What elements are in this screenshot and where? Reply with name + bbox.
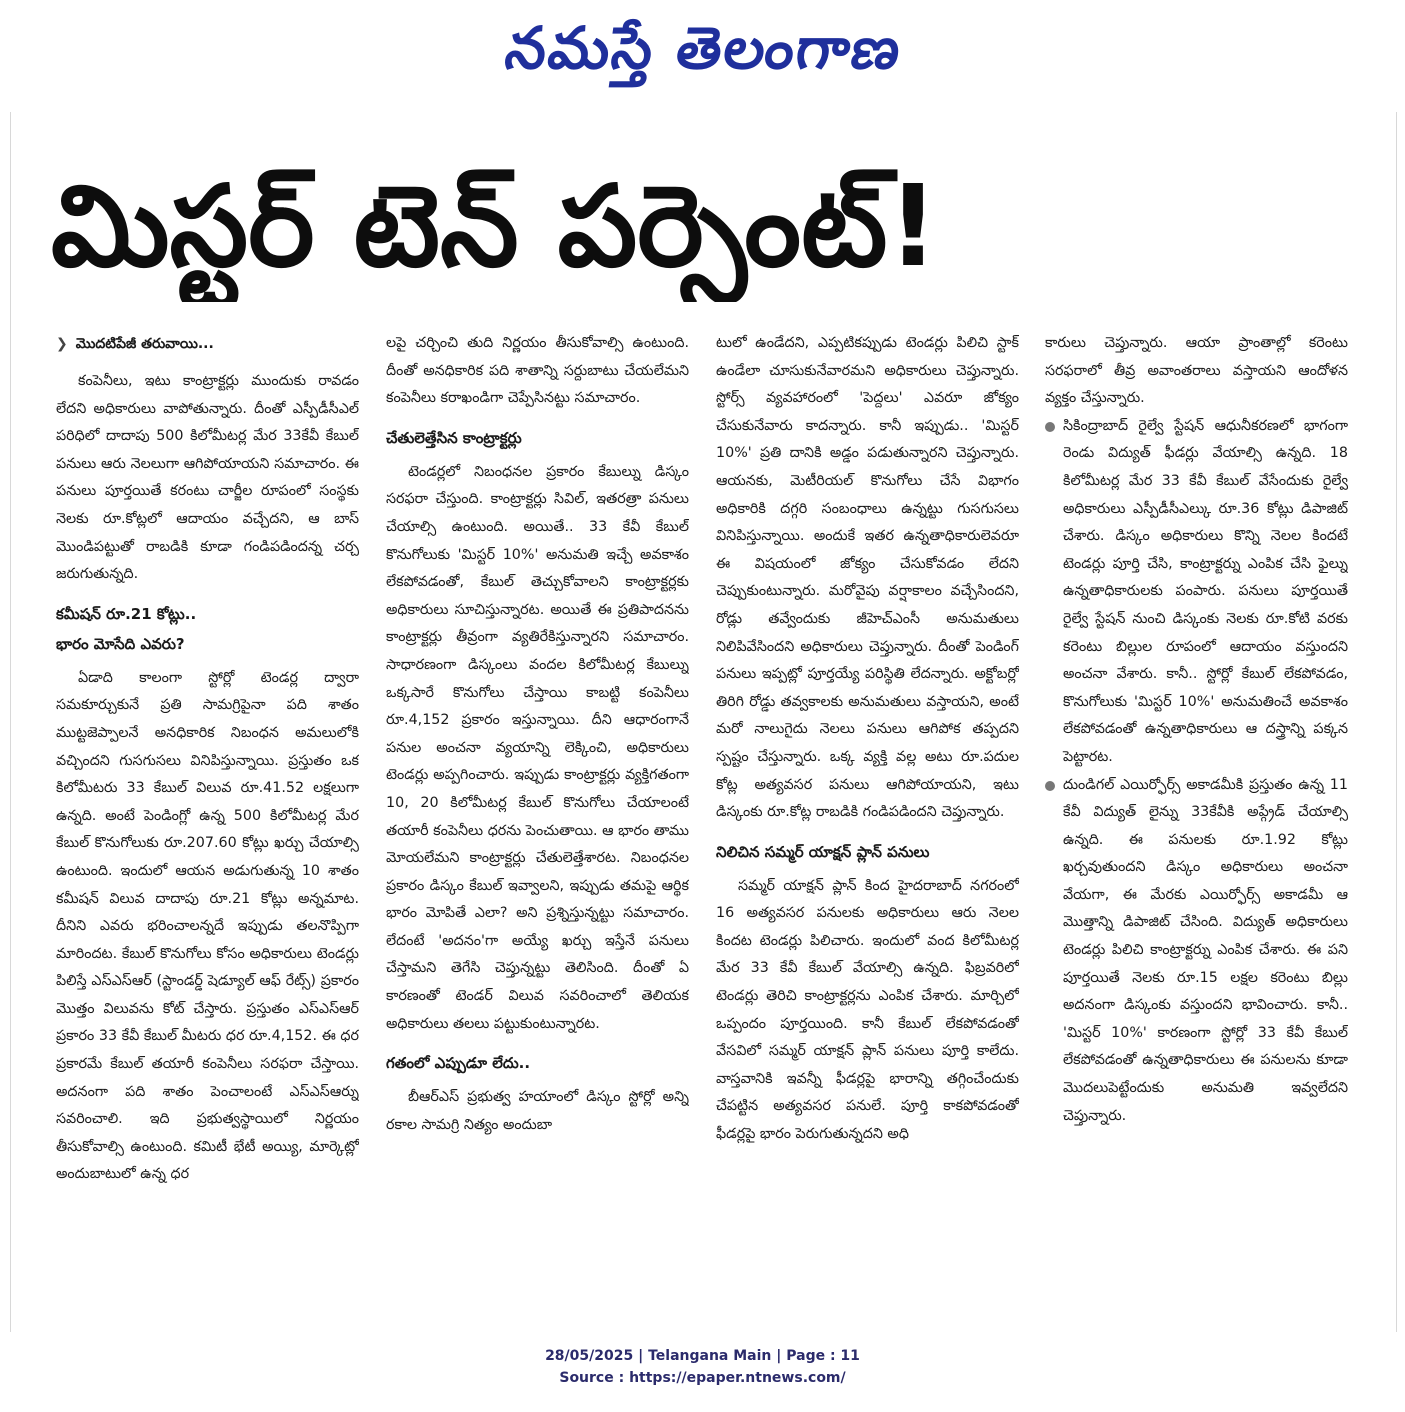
paragraph: కారులు చెప్తున్నారు. ఆయా ప్రాంతాల్లో కరెంటు సరఫరాలో తీవ్ర అవాంతరాలు వస్తాయని ఆందోళన వ్యక్తం చేస్తున్నారు.	[1045, 335, 1348, 407]
article-column-4	[1045, 330, 1348, 1330]
kicker-text: మొదటిపేజీ తరువాయి...	[75, 336, 214, 352]
paragraph: టులో ఉండేదని, ఎప్పటికప్పుడు టెండర్లు పిలిచి స్టాక్ ఉండేలా చూసుకునేవారమని అధికారులు చెప్తున్నారు. స్టోర్స్ వ్యవహారంలో 'పెద్దలు' ఎవరూ జోక్యం చేసుకునేవారు కాదన్నారు. కానీ ఇప్పుడు.. 'మిస్టర్ 10%' ప్రతి దానికి అడ్డం పడుతున్నారని చెప్తున్నారు. ఆయనకు, మెటీరియల్ కొనుగోలు చేసే విభాగం అధికారికి దగ్గరి సంబంధాలు ఉన్నట్టు గుసగుసలు వినిపిస్తున్నాయి. అందుకే ఇతర ఉన్నతాధికారులెవరూ ఈ విషయంలో జోక్యం చేసుకోవడం లేదని చెప్పుకుంటున్నారు. మరోవైపు వర్షాకాలం వచ్చేసిందని, రోడ్లు తవ్వేందుకు జీహెచ్ఎంసీ అనుమతులు నిలిపివేసిందని అధికారులు చెప్తున్నారు. దీంతో పెండింగ్ పనులు ఇప్పట్లో పూర్తయ్యే పరిస్థితి లేదన్నారు. అక్టోబర్లో తిరిగి రోడ్డు తవ్వకాలకు అనుమతులు వస్తాయని, అంటే మరో నాలుగైదు నెలలు పనులు ఆగిపోక తప్పదని స్పష్టం చేస్తున్నారు. ఒక్క వ్యక్తి వల్ల అటు రూ.పదుల కోట్ల అత్యవసర పనులు ఆగిపోయాయని, ఇటు డిస్కంకు రూ.కోట్ల రాబడికి గండిపడిందని చెప్తున్నారు.	[716, 335, 1019, 821]
bullet-dot-icon	[1045, 422, 1055, 432]
headline: మిస్టర్ టెన్ పర్సెంట్!	[51, 162, 939, 292]
masthead	[0, 0, 1405, 110]
article-column-1	[56, 330, 359, 1330]
paragraph: కంపెనీలు, ఇటు కాంట్రాక్టర్లు ముందుకు రావడం లేదని అధికారులు వాపోతున్నారు. దీంతో ఎస్పీడీసీఎల్ పరిధిలో దాదాపు 500 కిలోమీటర్ల మేర 33కేవీ కేబుల్ పనులు ఆరు నెలలుగా ఆగిపోయాయని సమాచారం. ఈ పనులు పూర్తయితే కరంటు చార్జీల రూపంలో సంస్థకు నెలకు రూ.కోట్లలో ఆదాయం వచ్చేదని, ఆ బాస్ మొండిపట్టుతో రాబడికి కూడా గండిపడిందన్న చర్చ జరుగుతున్నది.	[56, 373, 359, 583]
bullet-dot-icon	[1045, 781, 1055, 791]
paragraph: సమ్మర్ యాక్షన్ ప్లాన్ కింద హైదరాబాద్ నగరంలో 16 అత్యవసర పనులకు అధికారులు ఆరు నెలల కిందట టెండర్లు పిలిచారు. ఇందులో వంద కిలోమీటర్ల మేర 33 కేవీ కేబుల్ వేయాల్సి ఉన్నది. ఫిబ్రవరిలో టెండర్లు తెరిచి కాంట్రాక్టర్లను ఎంపిక చేశారు. మార్చిలో ఒప్పందం పూర్తయింది. కానీ కేబుల్ లేకపోవడంతో వేసవిలో సమ్మర్ యాక్షన్ ప్లాన్ పనులు పూర్తి కాలేదు. వాస్తవానికి ఇవన్నీ ఫీడర్లపై భారాన్ని తగ్గించేందుకు చేపట్టిన అత్యవసర పనులే. పూర్తి కాకపోవడంతో ఫీడర్లపై భారం పెరుగుతున్నదని అధి	[716, 877, 1019, 1143]
subheading: చేతులెత్తేసిన కాంట్రాక్టర్లు	[386, 428, 522, 447]
subheading: నిలిచిన సమ్మర్ యాక్షన్ ప్లాన్ పనులు	[716, 842, 930, 861]
page-footer	[0, 1345, 1405, 1389]
subheading: గతంలో ఎప్పుడూ లేదు..	[386, 1054, 531, 1073]
subheading	[56, 599, 359, 659]
continuation-kicker	[56, 330, 359, 358]
bullet-item	[1045, 413, 1348, 772]
chevron-right-icon: ❯	[56, 336, 68, 352]
article-column-2	[386, 330, 689, 1330]
article-column-3	[716, 330, 1019, 1330]
footer-source-link[interactable]: Source : https://epaper.ntnews.com/	[559, 1370, 846, 1386]
paragraph: బీఆర్ఎస్ ప్రభుత్వ హయాంలో డిస్కం స్టోర్లో అన్ని రకాల సామగ్రి నిత్యం అందుబా	[386, 1089, 689, 1133]
paragraph: ఏడాది కాలంగా స్టోర్లో టెండర్ల ద్వారా సమకూర్చుకునే ప్రతి సామగ్రిపైనా పది శాతం ముట్టజెప్పాలనే అనధికారిక నిబంధన అమలులోకి వచ్చిందని గుసగుసలు వినిపిస్తున్నాయి. ప్రస్తుతం ఒక కిలోమీటరు 33 కేబుల్ విలువ రూ.41.52 లక్షలుగా ఉన్నది. అంటే పెండింగ్లో ఉన్న 500 కిలోమీటర్ల మేర కేబుల్ కొనుగోలుకు రూ.207.60 కోట్లు ఖర్చు చేయాల్సి ఉంటుంది. ఇందులో ఆయన అడుగుతున్న 10 శాతం కమీషన్ విలువ దాదాపు రూ.21 కోట్లు అన్నమాట. దీనిని ఎవరు భరించాలన్నదే ఇప్పుడు తలనొప్పిగా మారిందట. కేబుల్ కొనుగోలు కోసం అధికారులు టెండర్లు పిలిస్తే ఎస్ఎస్ఆర్ (స్టాండర్డ్ షెడ్యూల్ ఆఫ్ రేట్స్) ప్రకారం మొత్తం విలువను కోట్ చేస్తారు. ప్రస్తుతం ఎస్ఎస్ఆర్ ప్రకారం 33 కేవీ కేబుల్ మీటరు ధర రూ.4,152. ఈ ధర ప్రకారమే కేబుల్ తయారీ కంపెనీలు సరఫరా చేస్తాయి. అదనంగా పది శాతం పెంచాలంటే ఎస్ఎస్ఆర్ను సవరించాలి. ఇది ప్రభుత్వస్థాయిలో నిర్ణయం తీసుకోవాల్సి ఉంటుంది. కమిటీ భేటీ అయ్యి, మార్కెట్లో అందుబాటులో ఉన్న ధర	[56, 669, 359, 1183]
bullet-text: దుండిగల్ ఎయిర్ఫోర్స్ అకాడమీకి ప్రస్తుతం ఉన్న 11 కేవీ విద్యుత్ లైన్ను 33కేవీకి అప్గ్రేడ్ చేయాల్సి ఉన్నది. ఈ పనులకు రూ.1.92 కోట్లు ఖర్చవుతుందని డిస్కం అధికారులు అంచనా వేయగా, ఈ మేరకు ఎయిర్ఫోర్స్ అకాడమీ ఆ మొత్తాన్ని డిపాజిట్ చేసింది. విద్యుత్ అధికారులు టెండర్లు పిలిచి కాంట్రాక్టర్ను ఎంపిక చేశారు. ఈ పని పూర్తయితే నెలకు రూ.15 లక్షల కరెంటు బిల్లు అదనంగా డిస్కంకు వస్తుందని భావించారు. కానీ.. 'మిస్టర్ 10%' కారణంగా స్టోర్లో 33 కేవీ కేబుల్ లేకపోవడంతో ఉన్నతాధికారులు ఈ పనులను కూడా మొదలుపెట్టేందుకు అనుమతి ఇవ్వలేదని చెప్తున్నారు.	[1063, 776, 1348, 1124]
newspaper-logo: నమస్తే తెలంగాణ	[500, 13, 907, 82]
subheading-line-1: కమీషన్ రూ.21 కోట్లు..	[56, 604, 197, 623]
paragraph: లపై చర్చించి తుది నిర్ణయం తీసుకోవాల్సి ఉంటుంది. దీంతో అనధికారిక పది శాతాన్ని సర్దుబాటు చేయలేమని కంపెనీలు కరాఖండిగా చెప్పేసినట్టు సమాచారం.	[386, 335, 689, 407]
footer-date-page: 28/05/2025 | Telangana Main | Page : 11	[545, 1348, 860, 1364]
subheading-line-2: భారం మోసేది ఎవరు?	[56, 634, 185, 653]
article-clipping	[10, 112, 1397, 1332]
bullet-text: సికింద్రాబాద్ రైల్వే స్టేషన్ ఆధునీకరణలో భాగంగా రెండు విద్యుత్ ఫీడర్లు వేయాల్సి ఉన్నది. 18 కిలోమీటర్ల మేర 33 కేవీ కేబుల్ వేసేందుకు రైల్వే అధికారులు ఎస్పీడీసీఎల్కు రూ.36 కోట్లు డిపాజిట్ చేశారు. డిస్కం అధికారులు కొన్ని నెలల కిందటే టెండర్లు పూర్తి చేసి, కాంట్రాక్టర్ను ఎంపిక చేసి ఫైల్ను ఉన్నతాధికారులకు పంపారు. పనులు పూర్తయితే రైల్వే స్టేషన్ నుంచి డిస్కంకు నెలకు రూ.కోటి వరకు కరెంటు బిల్లుల రూపంలో ఆదాయం వస్తుందని అంచనా వేశారు. కానీ.. స్టోర్లో కేబుల్ లేకపోవడం, కొనుగోలుకు 'మిస్టర్ 10%' అనుమతించే అవకాశం లేకపోవడంతో ఉన్నతాధికారులు ఆ దస్త్రాన్ని పక్కన పెట్టారట.	[1063, 417, 1348, 765]
paragraph: టెండర్లలో నిబంధనల ప్రకారం కేబుల్ను డిస్కం సరఫరా చేస్తుంది. కాంట్రాక్టర్లు సివిల్, ఇతరత్రా పనులు చేయాల్సి ఉంటుంది. అయితే.. 33 కేవీ కేబుల్ కొనుగోలుకు 'మిస్టర్ 10%' అనుమతి ఇచ్చే అవకాశం లేకపోవడంతో, కేబుల్ తెచ్చుకోవాలని కాంట్రాక్టర్లకు అధికారులు సూచిస్తున్నారట. అయితే ఈ ప్రతిపాదనను కాంట్రాక్టర్లు తీవ్రంగా వ్యతిరేకిస్తున్నారని సమాచారం. సాధారణంగా డిస్కంలు వందల కిలోమీటర్ల కేబుల్ను ఒక్కసారే కొనుగోలు చేస్తాయి కాబట్టి కంపెనీలు రూ.4,152 ప్రకారం ఇస్తున్నాయి. దీని ఆధారంగానే పనుల అంచనా వ్యయాన్ని లెక్కించి, అధికారులు టెండర్లు అప్పగించారు. ఇప్పుడు కాంట్రాక్టర్లు వ్యక్తిగతంగా 10, 20 కిలోమీటర్ల కేబుల్ కొనుగోలు చేయాలంటే తయారీ కంపెనీలు ధరను పెంచుతాయి. ఆ భారం తాము మోయలేమని కాంట్రాక్టర్లు చేతులెత్తేశారట. నిబంధనల ప్రకారం డిస్కం కేబుల్ ఇవ్వాలని, ఇప్పుడు తమపై ఆర్థిక భారం మోపితే ఎలా? అని ప్రశ్నిస్తున్నట్టు సమాచారం. లేదంటే 'అదనం'గా అయ్యే ఖర్చు ఇస్తేనే పనులు చేస్తామని తెగేసి చెప్తున్నట్టు తెలిసింది. దీంతో ఏ కారణంతో టెండర్ విలువ సవరించాలో తెలియక అధికారులు తలలు పట్టుకుంటున్నారట.	[386, 463, 689, 1032]
bullet-item	[1045, 772, 1348, 1131]
